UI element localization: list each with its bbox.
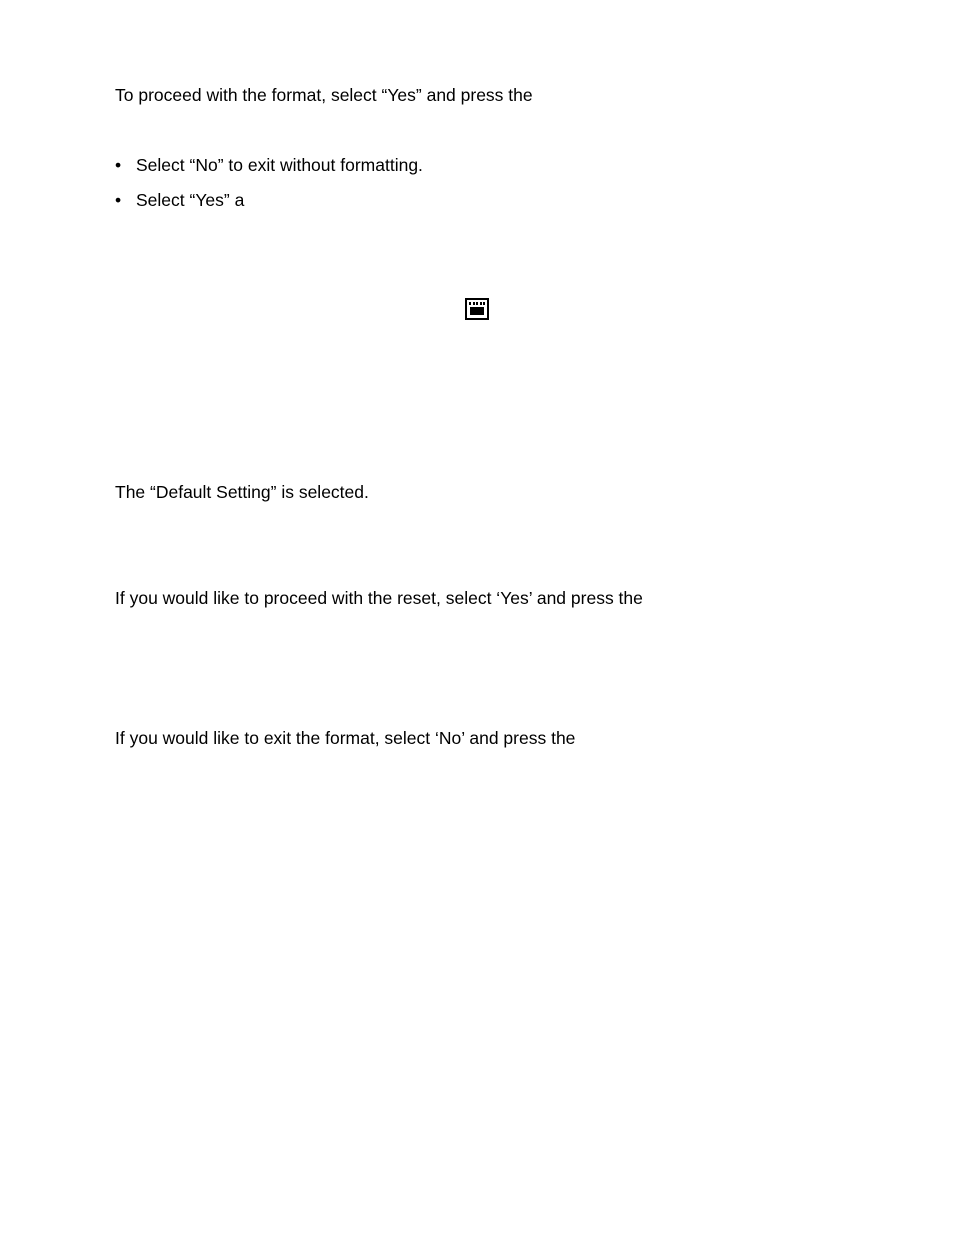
format-exit-text: If you would like to exit the format, select ‘No’ and press the <box>115 728 576 748</box>
bullet-text-yes: Select “Yes” a <box>136 190 245 210</box>
bullet-marker: • <box>115 155 122 175</box>
menu-button-icon <box>465 298 489 320</box>
reset-proceed-text: If you would like to proceed with the reset, select ‘Yes’ and press the <box>115 588 643 608</box>
bullet-text-no: Select “No” to exit without formatting. <box>136 155 423 175</box>
bullet-marker: • <box>115 190 122 210</box>
default-setting-text: The “Default Setting” is selected. <box>115 482 369 502</box>
format-proceed-text: To proceed with the format, select “Yes” and press the <box>115 85 533 105</box>
